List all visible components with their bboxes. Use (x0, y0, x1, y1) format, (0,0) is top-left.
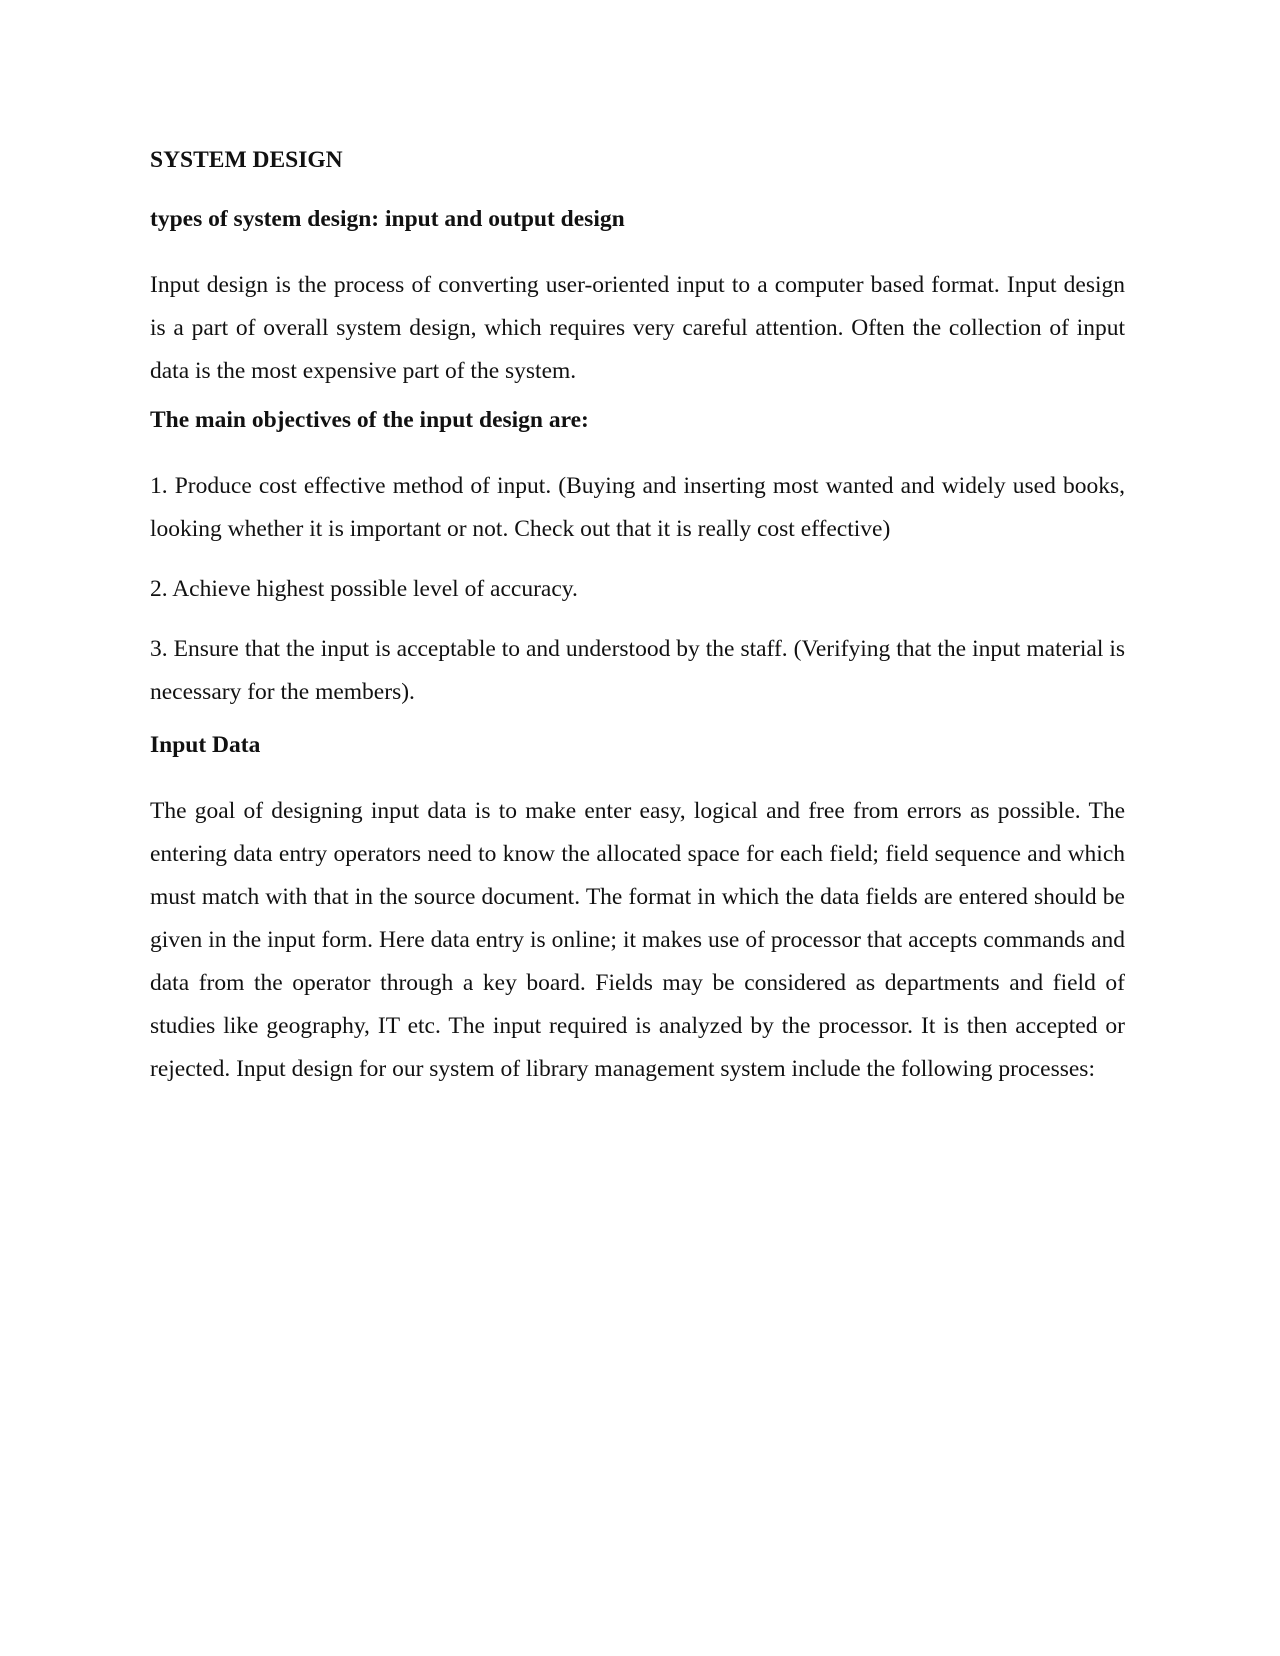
intro-paragraph: Input design is the process of converting user-oriented input to a computer based format. Input design is a part of overall system design, which requires very careful attention. Often the collection of input data is the most expensive part of the system. (150, 272, 1125, 384)
document-page (150, 146, 1125, 1108)
objective-item-1: 1. Produce cost effective method of input. (Buying and inserting most wanted and widely used books, looking whether it is important or not. Check out that it is really cost effective) (150, 473, 1125, 542)
objectives-heading: The main objectives of the input design are: (150, 407, 589, 433)
objective-item-3: 3. Ensure that the input is acceptable to and understood by the staff. (Verifying that the input material is necessary for the members). (150, 636, 1125, 705)
objective-item-2: 2. Achieve highest possible level of accuracy. (150, 576, 578, 602)
document-title: SYSTEM DESIGN (150, 147, 343, 173)
input-data-paragraph: The goal of designing input data is to make enter easy, logical and free from errors as possible. The entering data entry operators need to know the allocated space for each field; field sequence and which must match with that in the source document. The format in which the data fields are entered should be given in the input form. Here data entry is online; it makes use of processor that accepts commands and data from the operator through a key board. Fields may be considered as departments and field of studies like geography, IT etc. The input required is analyzed by the processor. It is then accepted or rejected. Input design for our system of library management system include the following processes: (150, 798, 1125, 1082)
input-data-heading: Input Data (150, 732, 261, 758)
document-subtitle: types of system design: input and output design (150, 206, 625, 232)
